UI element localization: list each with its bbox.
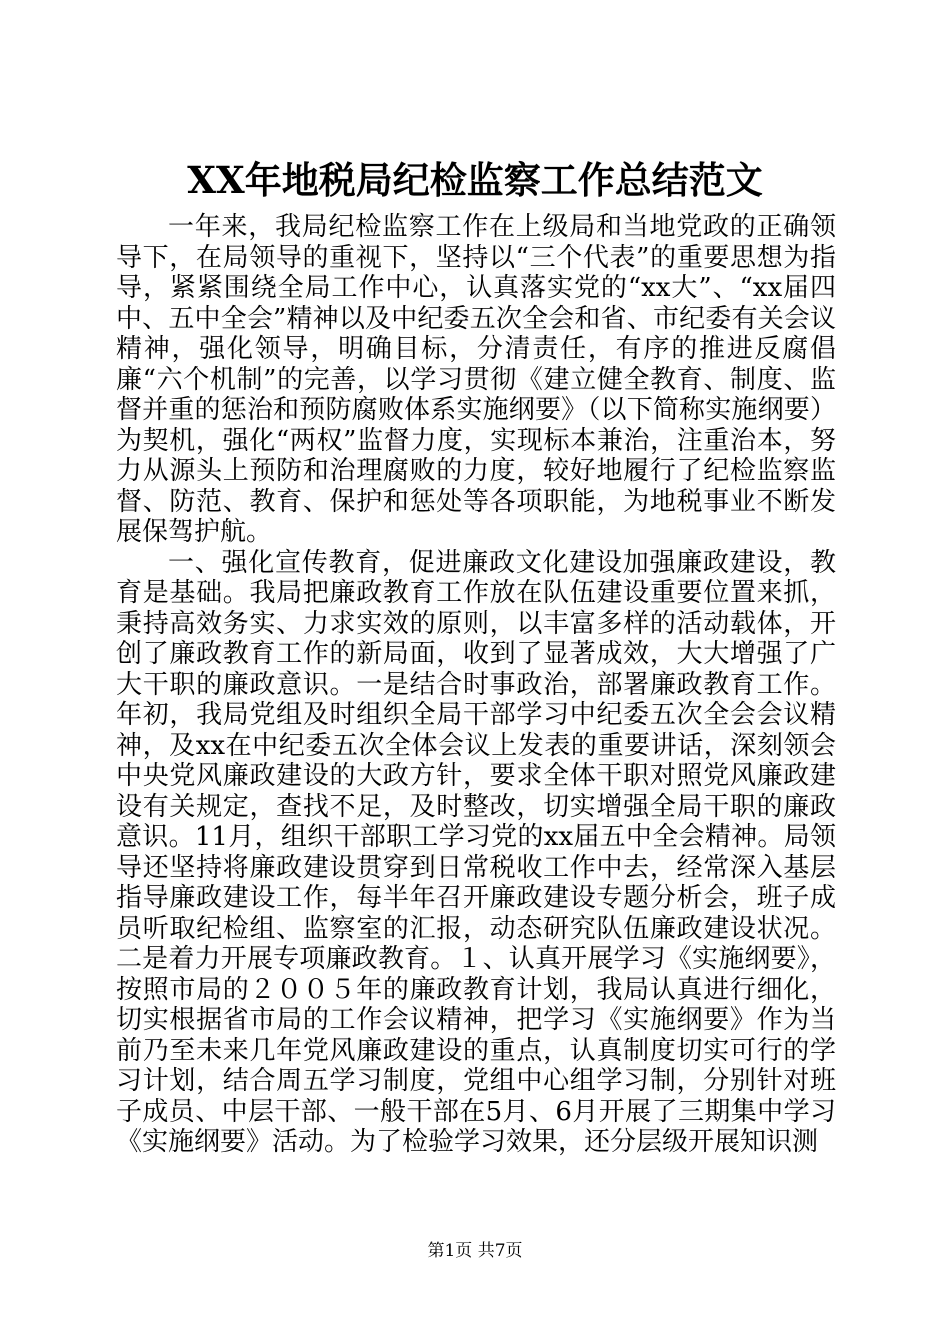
- document-title: XX年地税局纪检监察工作总结范文: [187, 158, 763, 202]
- paragraph-intro: 一年来，我局纪检监察工作在上级局和当地党政的正确领导下，在局领导的重视下，坚持以“三个代表”的重要思想为指导，紧紧围绕全局工作中心，认真落实党的“xx大”、“xx届四中、五中全会”精神以及中纪委五次全会和省、市纪委有关会议精神，强化领导，明确目标，分清责任，有序的推进反腐倡廉“六个机制”的完善，以学习贯彻《建立健全教育、制度、监督并重的惩治和预防腐败体系实施纲要》（以下简称实施纲要）为契机，强化“两权”监督力度，实现标本兼治，注重治本，努力从源头上预防和治理腐败的力度，较好地履行了纪检监察监督、防范、教育、保护和惩处等各项职能，为地税事业不断发展保驾护航。: [116, 212, 836, 547]
- page-footer: 第1页 共7页: [427, 1241, 523, 1261]
- document-body: [116, 212, 836, 1158]
- paragraph-section-one: 一、强化宣传教育，促进廉政文化建设加强廉政建设，教育是基础。我局把廉政教育工作放在队伍建设重要位置来抓，秉持高效务实、力求实效的原则，以丰富多样的活动载体，开创了廉政教育工作的新局面，收到了显著成效，大大增强了广大干职的廉政意识。一是结合时事政治，部署廉政教育工作。年初，我局党组及时组织全局干部学习中纪委五次全会会议精神，及xx在中纪委五次全体会议上发表的重要讲话，深刻领会中央党风廉政建设的大政方针，要求全体干职对照党风廉政建设有关规定，查找不足，及时整改，切实增强全局干职的廉政意识。11月，组织干部职工学习党的xx届五中全会精神。局领导还坚持将廉政建设贯穿到日常税收工作中去，经常深入基层指导廉政建设工作，每半年召开廉政建设专题分析会，班子成员听取纪检组、监察室的汇报，动态研究队伍廉政建设状况。二是着力开展专项廉政教育。１、认真开展学习《实施纲要》，按照市局的２００５年的廉政教育计划，我局认真进行细化，切实根据省市局的工作会议精神，把学习《实施纲要》作为当前乃至未来几年党风廉政建设的重点，认真制度切实可行的学习计划，结合周五学习制度，党组中心组学习制，分别针对班子成员、中层干部、一般干部在5月、6月开展了三期集中学习《实施纲要》活动。为了检验学习效果，还分层级开展知识测: [116, 547, 836, 1157]
